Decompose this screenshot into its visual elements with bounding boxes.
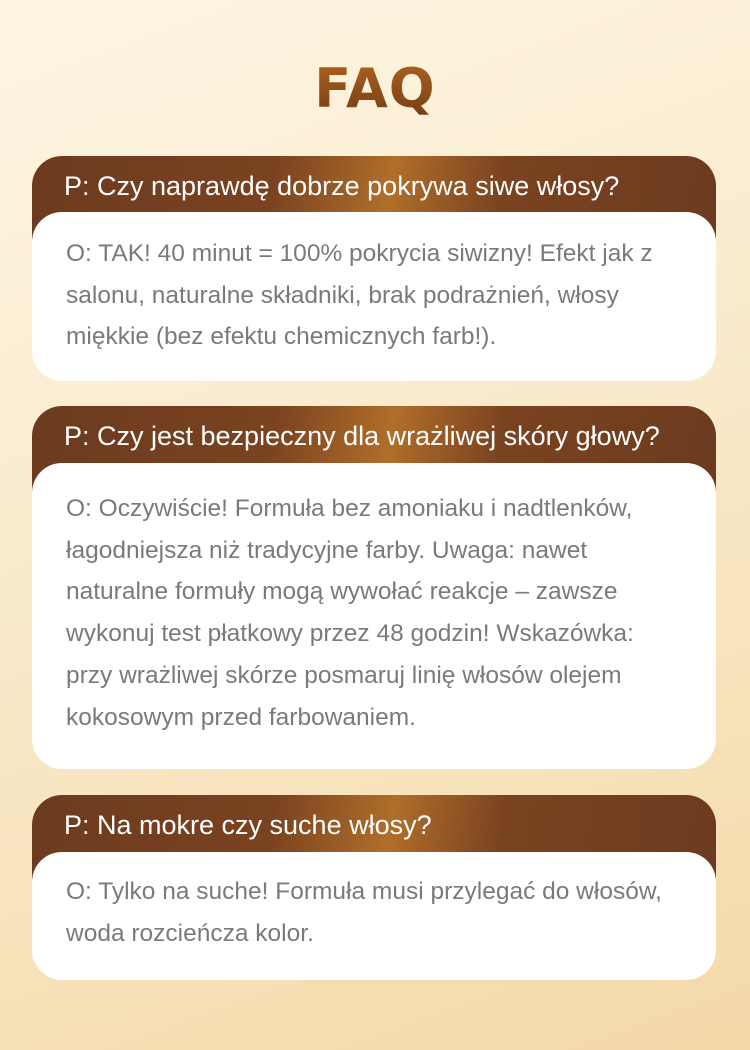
answer-text: O: Oczywiście! Formuła bez amoniaku i nadtlenków, łagodniejsza niż tradycyjne farby. Uwaga: nawet naturalne formuły mogą wywołać reakcje – zawsze wykonuj test płatkowy przez 48 godzin! Wskazówka: przy wrażliwej skórze posmaruj linię włosów olejem kokosowym przed farbowaniem.: [66, 495, 634, 731]
question-text: P: Czy naprawdę dobrze pokrywa siwe włosy?: [64, 171, 620, 201]
question-text: P: Czy jest bezpieczny dla wrażliwej skóry głowy?: [64, 421, 660, 451]
answer-card: [32, 212, 716, 381]
answer-text: O: Tylko na suche! Formuła musi przylegać do włosów, woda rozcieńcza kolor.: [66, 878, 662, 947]
faq-item-1: [32, 156, 716, 381]
answer-card: [32, 463, 716, 769]
answer-text: O: TAK! 40 minut = 100% pokrycia siwizny! Efekt jak z salonu, naturalne składniki, brak podrażnień, włosy miękkie (bez efektu chemicznych farb!).: [66, 240, 653, 351]
faq-item-2: [32, 406, 716, 769]
page-title: FAQ: [0, 54, 750, 124]
faq-item-3: [32, 795, 716, 980]
question-text: P: Na mokre czy suche włosy?: [64, 810, 432, 840]
answer-card: [32, 852, 716, 980]
